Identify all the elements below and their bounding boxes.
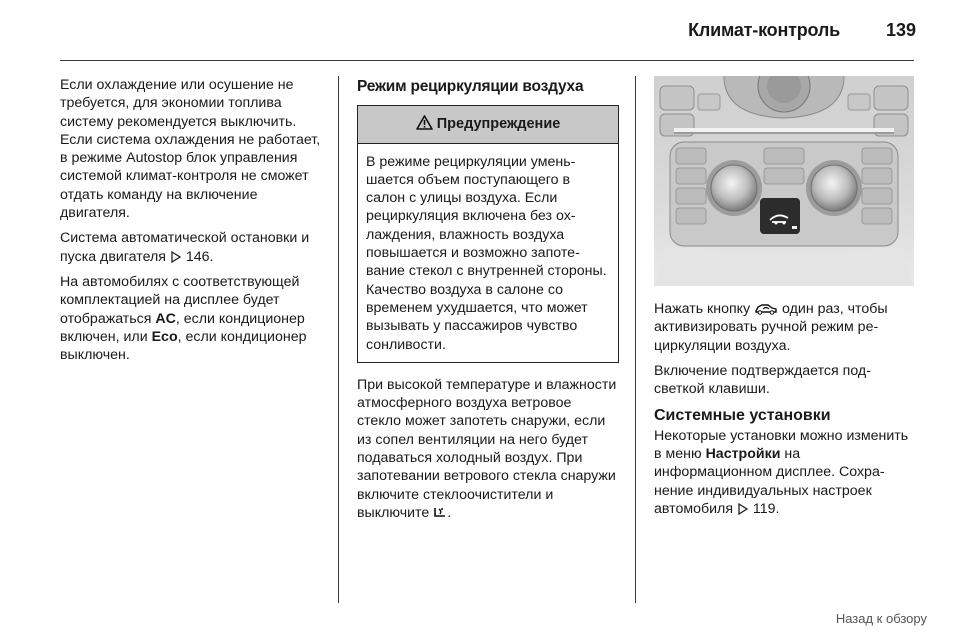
eco-indicator: Eco xyxy=(151,328,178,345)
page-ref-arrow-icon xyxy=(737,503,749,515)
page-number: 139 xyxy=(885,20,916,40)
column-3 xyxy=(654,300,916,525)
column-divider-2 xyxy=(635,76,636,603)
paragraph-text: на информационном дисплее. Сохранение индивидуальных настроек автомобиля xyxy=(654,446,885,517)
climate-control-panel-photo xyxy=(654,76,914,286)
recirculation-car-icon xyxy=(754,301,778,315)
wiper-icon xyxy=(433,506,447,519)
column-divider-1 xyxy=(338,76,339,603)
paragraph xyxy=(654,427,916,518)
back-to-overview-link[interactable]: Назад к обзору xyxy=(835,611,927,626)
ac-indicator: AC xyxy=(155,310,176,327)
paragraph xyxy=(357,376,619,522)
paragraph: Если охлаждение или осушение не требуется, для экономии топлива систему рекомендуется выключить. Если система охлаждения не работает, в режиме Autostop блок управления системой климат-контроля не сможет отдать команду на включение двигателя. xyxy=(60,77,321,222)
page-ref-arrow-icon xyxy=(170,251,182,263)
page-reference: 146. xyxy=(185,248,214,265)
paragraph-text: Некоторые установки можно изменить в меню xyxy=(654,427,909,463)
paragraph xyxy=(60,273,325,364)
paragraph-text: Система автоматической остановки и пуска двигателя xyxy=(60,230,310,265)
paragraph xyxy=(654,300,916,355)
warning-box xyxy=(357,105,619,363)
paragraph-text: один раз, чтобы активизировать ручной режим рециркуляции воздуха. xyxy=(654,301,888,354)
warning-title: Предупреждение xyxy=(436,116,561,133)
warning-triangle-icon xyxy=(416,115,433,130)
paragraph-text: . xyxy=(447,504,452,521)
paragraph-text: При высокой температуре и влажности атмосферного воздуха ветровое стекло может запотеть снаружи, если из сопел вентиляции на него будет подаваться холодный воздух. При запотевании ветрового стекла снаружи включите стеклоочистители и выключите xyxy=(357,376,617,521)
page-reference-link[interactable] xyxy=(170,248,214,266)
paragraph-text: Нажать кнопку xyxy=(654,301,751,317)
paragraph-text: , если кондиционер выключен. xyxy=(60,328,307,364)
warning-text: В режиме рециркуляции уменьшается объем поступающего в салон с улицы воздуха. Если рециркуляция включена без охлаждения, влажность воздуха повышается и возможно запотевание стекол с внутренней стороны. Качество воздуха в салоне со временем ухудшается, что может вызывать у пассажиров чувство сонливости. xyxy=(366,153,607,353)
paragraph xyxy=(60,229,325,266)
paragraph-text: На автомобилях с соответствующей комплектацией на дисплее будет отображаться xyxy=(60,273,300,327)
column-2 xyxy=(357,76,619,529)
page-reference: 119. xyxy=(752,500,780,517)
paragraph-text: , если кондиционер включен, или xyxy=(60,310,305,345)
page-title: Климат-контроль xyxy=(688,20,840,40)
header-rule xyxy=(60,60,914,61)
warning-header xyxy=(358,106,618,143)
section-heading: Режим рециркуляции воздуха xyxy=(357,78,584,95)
section-heading: Системные установки xyxy=(654,407,831,425)
paragraph: Включение подтверждается подсветкой клавиши. xyxy=(654,362,871,398)
settings-menu-name: Настройки xyxy=(705,446,781,463)
column-1 xyxy=(60,76,325,371)
page-reference-link[interactable] xyxy=(737,500,780,518)
